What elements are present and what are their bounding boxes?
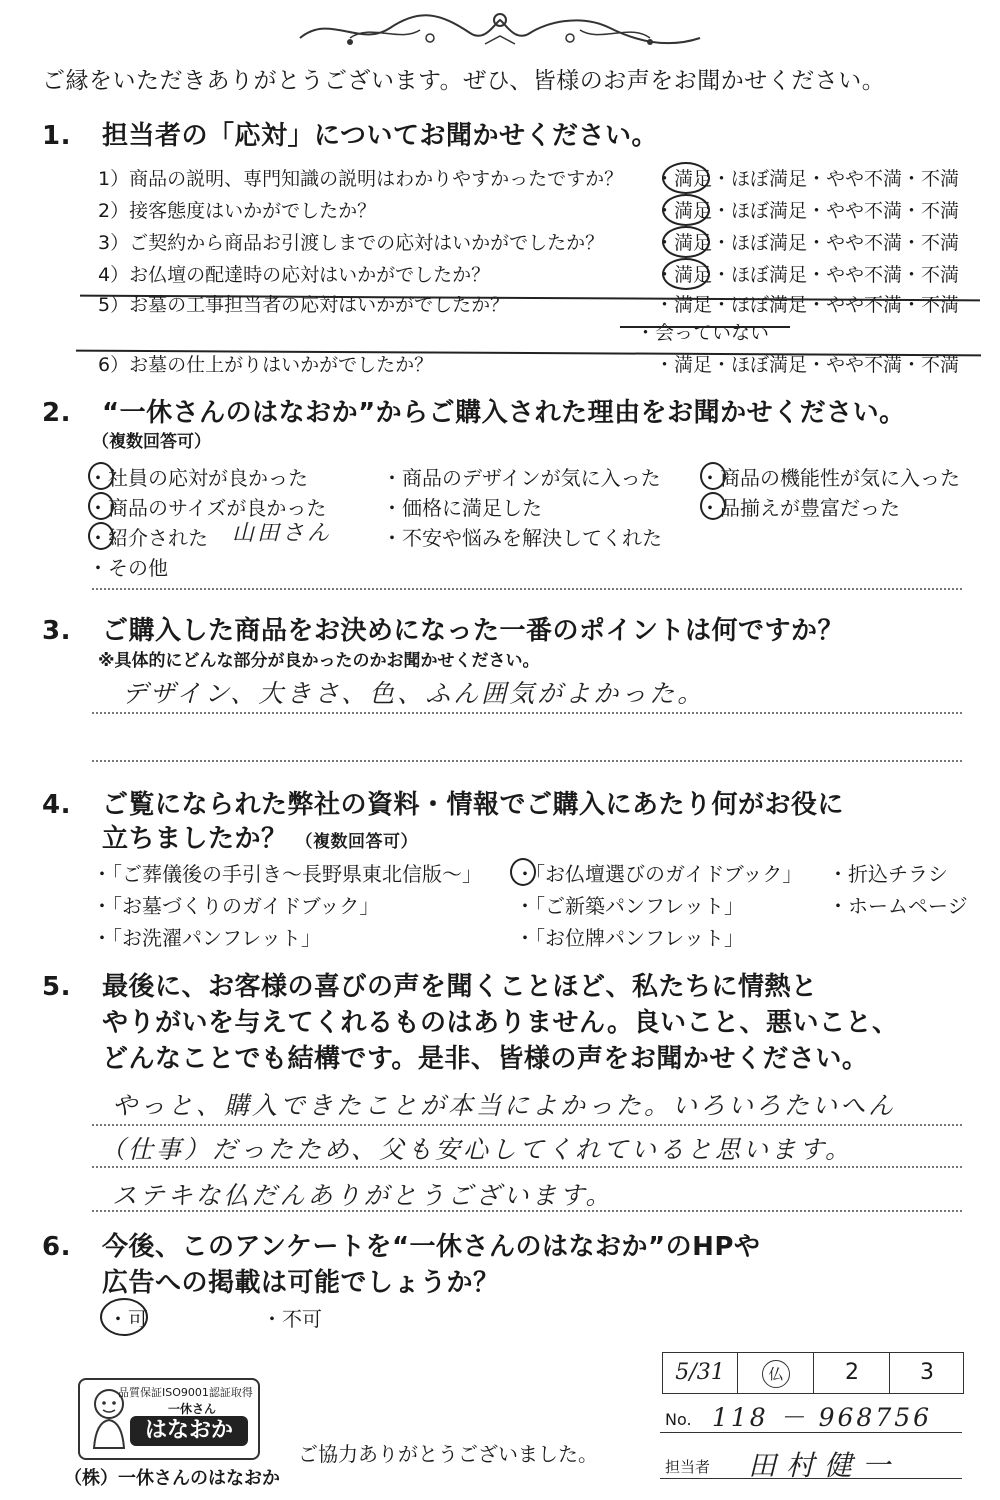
q3-heading: [42, 610, 844, 647]
q2-option: ・その他: [88, 556, 168, 580]
q2-answer-mark: [88, 462, 114, 490]
q5-line2: やりがいを与えてくれるものはありません。良いこと、悪いこと、: [102, 1008, 899, 1038]
q6-heading-line1: [42, 1226, 760, 1263]
q4-title-line1: ご覧になられた弊社の資料・情報でご購入にあたり何がお役に: [102, 790, 845, 820]
intro-text: ご縁をいただきありがとうございます。ぜひ、皆様のお声をお聞かせください。: [42, 68, 886, 94]
q2-answer-mark: [700, 462, 726, 490]
q4-title-line2: 立ちましたか？: [102, 824, 288, 854]
q2-option: ・紹介された: [88, 526, 208, 550]
q1-rating-1: ・満足・ほぼ満足・やや不満・不満: [655, 168, 960, 190]
q3-number: 3.: [42, 616, 71, 646]
q1-number: 1.: [42, 121, 71, 151]
record-no-underline: [660, 1432, 962, 1433]
q4-option: ・「お仏壇選びのガイドブック」: [515, 862, 803, 886]
q2-referral-handwriting: 山田さん: [232, 521, 333, 546]
q5-answer-line-2: （仕事）だったため、父も安心してくれていると思います。: [100, 1135, 854, 1164]
q4-option: ・「ご新築パンフレット」: [515, 894, 744, 918]
q1-rating-5: ・満足・ほぼ満足・やや不満・不満: [655, 294, 960, 316]
q6-option-yes: ・可: [108, 1307, 148, 1331]
q2-option: ・品揃えが豊富だった: [700, 496, 900, 520]
q6-option-no: ・不可: [262, 1307, 322, 1331]
record-col-2: 2: [815, 1353, 890, 1393]
logo-cert-text: 品質保証ISO9001認証取得: [118, 1386, 253, 1399]
answer-line: [92, 1166, 962, 1168]
record-staff-name: 田村健一: [748, 1449, 901, 1482]
q1-not-met: ・会っていない: [636, 322, 770, 344]
answer-line: [92, 588, 962, 590]
q4-heading-line1: [42, 784, 844, 821]
q1-answer-mark-2: [662, 194, 710, 226]
q3-answer-handwriting: デザイン、大きさ、色、ふん囲気がよかった。: [122, 679, 706, 708]
record-staff-underline: [660, 1478, 962, 1479]
q2-option: ・商品のサイズが良かった: [88, 496, 327, 520]
q5-line1: 最後に、お客様の喜びの声を聞くことほど、私たちに情熱と: [102, 972, 818, 1002]
q6-answer-mark: [100, 1298, 148, 1336]
q4-option: ・「お位牌パンフレット」: [515, 926, 744, 950]
q1-title: 担当者の「応対」についてお聞かせください。: [102, 121, 658, 151]
q4-option: ・「お洗濯パンフレット」: [92, 926, 321, 950]
logo-name: はなおか: [130, 1416, 248, 1446]
company-name: （株）一休さんのはなおか: [64, 1468, 280, 1489]
record-table: [662, 1352, 964, 1394]
q1-heading: [42, 115, 658, 152]
q4-number: 4.: [42, 790, 71, 820]
record-no-label: No.: [665, 1410, 692, 1429]
header-ornament: [290, 8, 710, 54]
q1-rating-3: ・満足・ほぼ満足・やや不満・不満: [655, 232, 960, 254]
q4-option: ・「お墓づくりのガイドブック」: [92, 894, 380, 918]
q5-answer-line-1: やっと、購入できたことが本当によかった。いろいろたいへん: [112, 1091, 897, 1120]
strike-line-not-met: [620, 326, 790, 328]
q2-option: ・商品の機能性が気に入った: [700, 466, 960, 490]
q1-rating-2: ・満足・ほぼ満足・やや不満・不満: [655, 200, 960, 222]
answer-line: [92, 712, 962, 714]
q2-option: ・商品のデザインが気に入った: [382, 466, 661, 490]
q2-number: 2.: [42, 398, 71, 428]
q6-line2: 広告への掲載は可能でしょうか？: [102, 1268, 500, 1298]
q4-answer-mark: [510, 858, 536, 886]
q5-number: 5.: [42, 972, 71, 1002]
logo-small-text: 一休さん: [168, 1402, 217, 1416]
q3-note: ※具体的にどんな部分が良かったのかお聞かせください。: [98, 651, 540, 671]
answer-line: [92, 1124, 962, 1126]
q1-item-5: 5）お墓の工事担当者の応対はいかがでしたか？: [98, 294, 510, 316]
record-no-value: 118 － 968756: [712, 1403, 933, 1432]
closing-thanks: ご協力ありがとうございました。: [298, 1442, 598, 1466]
q5-heading-line1: [42, 966, 818, 1003]
q1-item-4: 4）お仏壇の配達時の応対はいかがでしたか？: [98, 264, 491, 286]
q1-rating-6: ・満足・ほぼ満足・やや不満・不満: [655, 354, 960, 376]
q2-answer-mark: [700, 492, 726, 520]
q4-option: ・ホームページ: [828, 894, 968, 918]
q1-item-1: 1）商品の説明、専門知識の説明はわかりやすかったですか？: [98, 168, 624, 190]
q2-option: ・不安や悩みを解決してくれた: [382, 526, 662, 550]
q1-rating-4: ・満足・ほぼ満足・やや不満・不満: [655, 264, 960, 286]
record-staff-label: 担当者: [665, 1458, 711, 1476]
record-col-3: 3: [920, 1360, 934, 1385]
q2-heading: [42, 392, 906, 429]
q3-title: ご購入した商品をお決めになった一番のポイントは何ですか？: [102, 616, 845, 646]
q2-option: ・社員の応対が良かった: [88, 466, 308, 490]
answer-line: [92, 1210, 962, 1212]
q2-option: ・価格に満足した: [382, 496, 542, 520]
q1-answer-mark-3: [662, 226, 710, 258]
q5-line3: どんなことでも結構です。是非、皆様の声をお聞かせください。: [102, 1044, 869, 1074]
record-mark: 仏: [739, 1353, 814, 1393]
q1-item-6: 6）お墓の仕上がりはいかがでしたか？: [98, 354, 434, 376]
q6-number: 6.: [42, 1232, 71, 1262]
q4-heading-line2: [102, 818, 418, 855]
q2-answer-mark: [88, 492, 114, 520]
q4-option: ・折込チラシ: [828, 862, 948, 886]
record-date: 5/31: [663, 1353, 738, 1393]
q5-answer-line-3: ステキな仏だんありがとうございます。: [112, 1181, 614, 1210]
q4-note: （複数回答可）: [295, 832, 419, 852]
answer-line: [92, 760, 962, 762]
q1-answer-mark-1: [662, 162, 710, 194]
q2-answer-mark: [88, 522, 114, 550]
q2-title: “一休さんのはなおか”からご購入された理由をお聞かせください。: [102, 398, 906, 428]
q1-item-2: 2）接客態度はいかがでしたか？: [98, 200, 377, 222]
q2-note: （複数回答可）: [92, 432, 211, 452]
q4-option: ・「ご葬儀後の手引き～長野県東北信版～」: [92, 862, 482, 886]
q1-item-3: 3）ご契約から商品お引渡しまでの応対はいかがでしたか？: [98, 232, 605, 254]
q6-line1: 今後、このアンケートを“一休さんのはなおか”のHPや: [102, 1232, 761, 1262]
q1-answer-mark-4: [662, 258, 710, 290]
